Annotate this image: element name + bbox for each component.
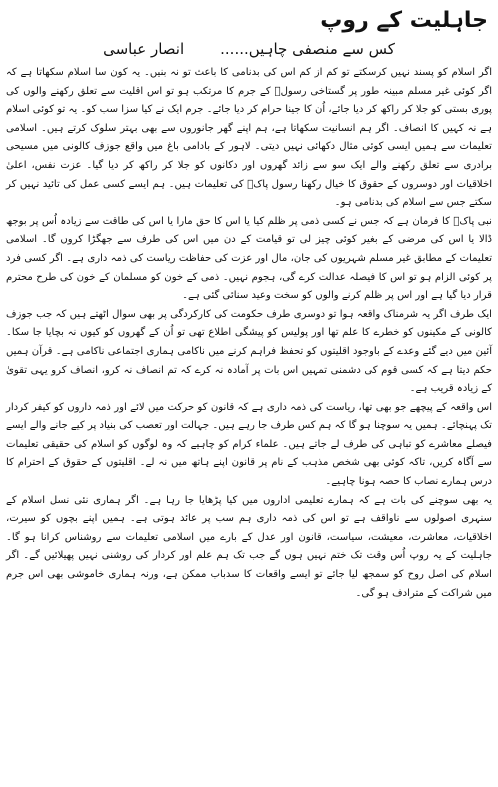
- article-body: [6, 64, 492, 603]
- article-paragraph: ایک طرف اگر یہ شرمناک واقعہ ہوا تو دوسری طرف حکومت کی کارکردگی پر بھی سوال اٹھتے ہیں کہ جب جوزف کالونی کے مکینوں کو خطرے کا علم تھا اور پولیس کو پیشگی اطلاع تھی تو اُن کے گھروں کو کیوں نہ بچایا جا سکا۔ آئین میں دیے گئے وعدے کے باوجود اقلیتوں کو تحفظ فراہم کرنے میں ناکامی ہماری اجتماعی ناکامی ہے۔ قرآن ہمیں حکم دیتا ہے کہ کسی قوم کی دشمنی تمہیں اس بات پر آمادہ نہ کرے کہ تم انصاف نہ کرو، انصاف کرو یہی تقویٰ کے زیادہ قریب ہے۔: [6, 308, 492, 395]
- article-byline: [6, 38, 492, 60]
- article-subtitle: کس سے منصفی چاہیں......: [220, 40, 395, 58]
- article-paragraph: نبی پاکؐ کا فرمان ہے کہ جس نے کسی ذمی پر ظلم کیا یا اس کا حق مارا یا اس کی طاقت سے زیادہ اُس پر بوجھ ڈالا یا اس کی مرضی کے بغیر کوئی چیز لی تو قیامت کے دن میں اس کی طرف سے جھگڑا کروں گا۔ اسلامی تعلیمات کے مطابق غیر مسلم شہریوں کی جان، مال اور عزت کی حفاظت ریاست کی ذمہ داری ہے۔ اگر کسی فرد پر کوئی الزام ہو تو اس کا فیصلہ عدالت کرے گی، ہجوم نہیں۔ ذمی کے خون کو مسلمان کے خون کی طرح محترم قرار دیا گیا ہے اور اس پر ظلم کرنے والوں کو سخت وعید سنائی گئی ہے۔: [6, 215, 492, 302]
- article-author: انصار عباسی: [103, 40, 185, 58]
- article-paragraph: یہ بھی سوچنے کی بات ہے کہ ہمارے تعلیمی اداروں میں کیا پڑھایا جا رہا ہے۔ اگر ہماری نئی نسل اسلام کے سنہری اصولوں سے ناواقف ہے تو اس کی ذمہ داری ہم سب پر عائد ہوتی ہے۔ ہمیں اپنے بچوں کو سیرت، اخلاقیات، معاشرت، معیشت، سیاست، قانون اور عدل کے بارے میں اسلامی تعلیمات سے روشناس کرانا ہو گا۔ جاہلیت کے یہ روپ اُس وقت تک ختم نہیں ہوں گے جب تک ہم علم اور کردار کی روشنی نہیں پھیلائیں گے۔ اگر اسلام کی اصل روح کو سمجھ لیا جائے تو ایسے واقعات کا سدباب ممکن ہے، ورنہ ہماری خاموشی بھی اس جرم میں شراکت کے مترادف ہو گی۔: [6, 494, 492, 599]
- article-paragraph: اس واقعہ کے پیچھے جو بھی تھا، ریاست کی ذمہ داری ہے کہ قانون کو حرکت میں لائے اور ذمہ داروں کو کیفر کردار تک پہنچائے۔ ہمیں یہ سوچنا ہو گا کہ ہم کس طرف جا رہے ہیں۔ جہالت اور تعصب کی بنیاد پر کیے جانے والے ایسے فیصلے معاشرے کو تباہی کی طرف لے جاتے ہیں۔ علماء کرام کو چاہیے کہ وہ لوگوں کو اسلام کی حقیقی تعلیمات سے آگاہ کریں، تاکہ کوئی بھی شخص مذہب کے نام پر قانون اپنے ہاتھ میں نہ لے۔ اقلیتوں کے حقوق کے احترام کا درس ہمارے نصاب کا حصہ ہونا چاہیے۔: [6, 401, 492, 488]
- article-paragraph: اگر اسلام کو پسند نہیں کرسکتے تو کم از کم اس کی بدنامی کا باعث تو نہ بنیں۔ یہ کون سا اسلام سکھاتا ہے کہ اگر کوئی غیر مسلم مبینہ طور پر گستاخی رسولؐ کے جرم کا مرتکب ہو تو اس اقلیت سے تعلق رکھنے والوں کی پوری بستی کو جلا کر راکھ کر دیا جائے، اُن کا جینا حرام کر دیا جائے۔ جرم ایک نے کیا سزا سب کو۔ یہ تو کوئی اسلام ہے نہ کہیں کا انصاف۔ اگر ہم انسانیت سکھاتا ہے، ہم اپنے گھر جانوروں سے بھی بہتر سلوک کرتے ہیں۔ اسلامی تعلیمات سے ہمیں ایسی کوئی مثال دکھائی نہیں دیتی۔ لاہور کے بادامی باغ میں واقع جوزف کالونی میں مسیحی برادری سے تعلق رکھنے والے ایک سو سے زائد گھروں اور دکانوں کو جلا کر راکھ کر دیا گیا۔ عزت نفس، اعلیٰ اخلاقیات اور دوسروں کے حقوق کا خیال رکھنا رسول پاکؐ کی تعلیمات ہیں۔ ہم ایسے کسی عمل کی تائید نہیں کر سکتے جس سے اسلام کی بدنامی ہو۔: [6, 67, 492, 209]
- article-title: جاہلیت کے روپ: [320, 8, 488, 33]
